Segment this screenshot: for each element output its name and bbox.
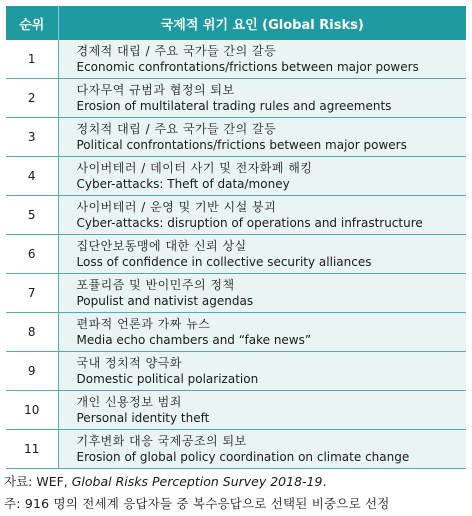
risk-cell bbox=[58, 352, 466, 391]
table-body bbox=[6, 40, 466, 469]
footnote: 주: 916 명의 전세계 응답자들 중 복수응답으로 선택된 비중으로 선정 bbox=[4, 496, 390, 511]
table-row bbox=[6, 235, 466, 274]
table-row bbox=[6, 40, 466, 79]
rank-cell: 7 bbox=[6, 274, 58, 313]
table-row bbox=[6, 313, 466, 352]
risk-name-english: Political confrontations/frictions between major powers bbox=[76, 138, 407, 152]
header-rank: 순위 bbox=[6, 6, 58, 40]
rank-cell: 4 bbox=[6, 157, 58, 196]
risk-name-korean: 국내 정치적 양극화 bbox=[76, 356, 182, 370]
risk-name-english: Erosion of global policy coordination on climate change bbox=[76, 450, 410, 464]
risk-name-korean: 사이버테러 / 데이터 사기 및 전자화폐 해킹 bbox=[76, 161, 313, 175]
risk-name-english: Cyber-attacks: Theft of data/money bbox=[76, 177, 290, 191]
risk-name-english: Populist and nativist agendas bbox=[76, 294, 254, 308]
risk-cell bbox=[58, 196, 466, 235]
table-row bbox=[6, 118, 466, 157]
table-row bbox=[6, 391, 466, 430]
risk-name-korean: 사이버테러 / 운영 및 기반 시설 붕괴 bbox=[76, 200, 277, 214]
table-row bbox=[6, 79, 466, 118]
source-title: Global Risks Perception Survey 2018-19 bbox=[71, 474, 323, 489]
risk-cell bbox=[58, 391, 466, 430]
rank-cell: 8 bbox=[6, 313, 58, 352]
risk-cell bbox=[58, 79, 466, 118]
risk-cell bbox=[58, 274, 466, 313]
risk-cell bbox=[58, 313, 466, 352]
table-row bbox=[6, 274, 466, 313]
global-risks-table bbox=[6, 6, 466, 469]
table-row bbox=[6, 196, 466, 235]
risk-name-english: Media echo chambers and “fake news” bbox=[76, 333, 312, 347]
risk-name-english: Economic confrontations/frictions between major powers bbox=[76, 60, 419, 74]
risk-cell bbox=[58, 235, 466, 274]
risk-name-english: Personal identity theft bbox=[76, 411, 210, 425]
risk-name-korean: 기후변화 대응 국제공조의 퇴보 bbox=[76, 434, 247, 448]
rank-cell: 5 bbox=[6, 196, 58, 235]
rank-cell: 9 bbox=[6, 352, 58, 391]
risk-name-english: Cyber-attacks: disruption of operations and infrastructure bbox=[76, 216, 423, 230]
risk-cell bbox=[58, 40, 466, 79]
header-risk: 국제적 위기 요인 (Global Risks) bbox=[58, 6, 466, 40]
table-row bbox=[6, 430, 466, 469]
risk-name-english: Loss of confidence in collective security alliances bbox=[76, 255, 372, 269]
source-prefix: 자료: WEF, bbox=[4, 474, 72, 489]
rank-cell: 2 bbox=[6, 79, 58, 118]
table-row bbox=[6, 352, 466, 391]
risk-name-english: Domestic political polarization bbox=[76, 372, 259, 386]
rank-cell: 1 bbox=[6, 40, 58, 79]
risk-name-korean: 편파적 언론과 가짜 뉴스 bbox=[76, 317, 211, 331]
source-suffix: . bbox=[322, 474, 327, 489]
risk-name-korean: 포퓰리즘 및 반이민주의 정책 bbox=[76, 278, 235, 292]
risk-name-korean: 개인 신용정보 범죄 bbox=[76, 395, 182, 409]
risk-name-english: Erosion of multilateral trading rules and agreements bbox=[76, 99, 392, 113]
table-row bbox=[6, 157, 466, 196]
rank-cell: 11 bbox=[6, 430, 58, 469]
risk-cell bbox=[58, 430, 466, 469]
risk-name-korean: 경제적 대립 / 주요 국가들 간의 갈등 bbox=[76, 44, 277, 58]
risk-name-korean: 다자무역 규범과 협정의 퇴보 bbox=[76, 83, 235, 97]
rank-cell: 3 bbox=[6, 118, 58, 157]
risk-name-korean: 집단안보동맹에 대한 신뢰 상실 bbox=[76, 239, 247, 253]
table-header-row bbox=[6, 6, 466, 40]
rank-cell: 10 bbox=[6, 391, 58, 430]
rank-cell: 6 bbox=[6, 235, 58, 274]
risk-cell bbox=[58, 118, 466, 157]
risk-name-korean: 정치적 대립 / 주요 국가들 간의 갈등 bbox=[76, 122, 277, 136]
risk-cell bbox=[58, 157, 466, 196]
source-note bbox=[4, 472, 326, 490]
